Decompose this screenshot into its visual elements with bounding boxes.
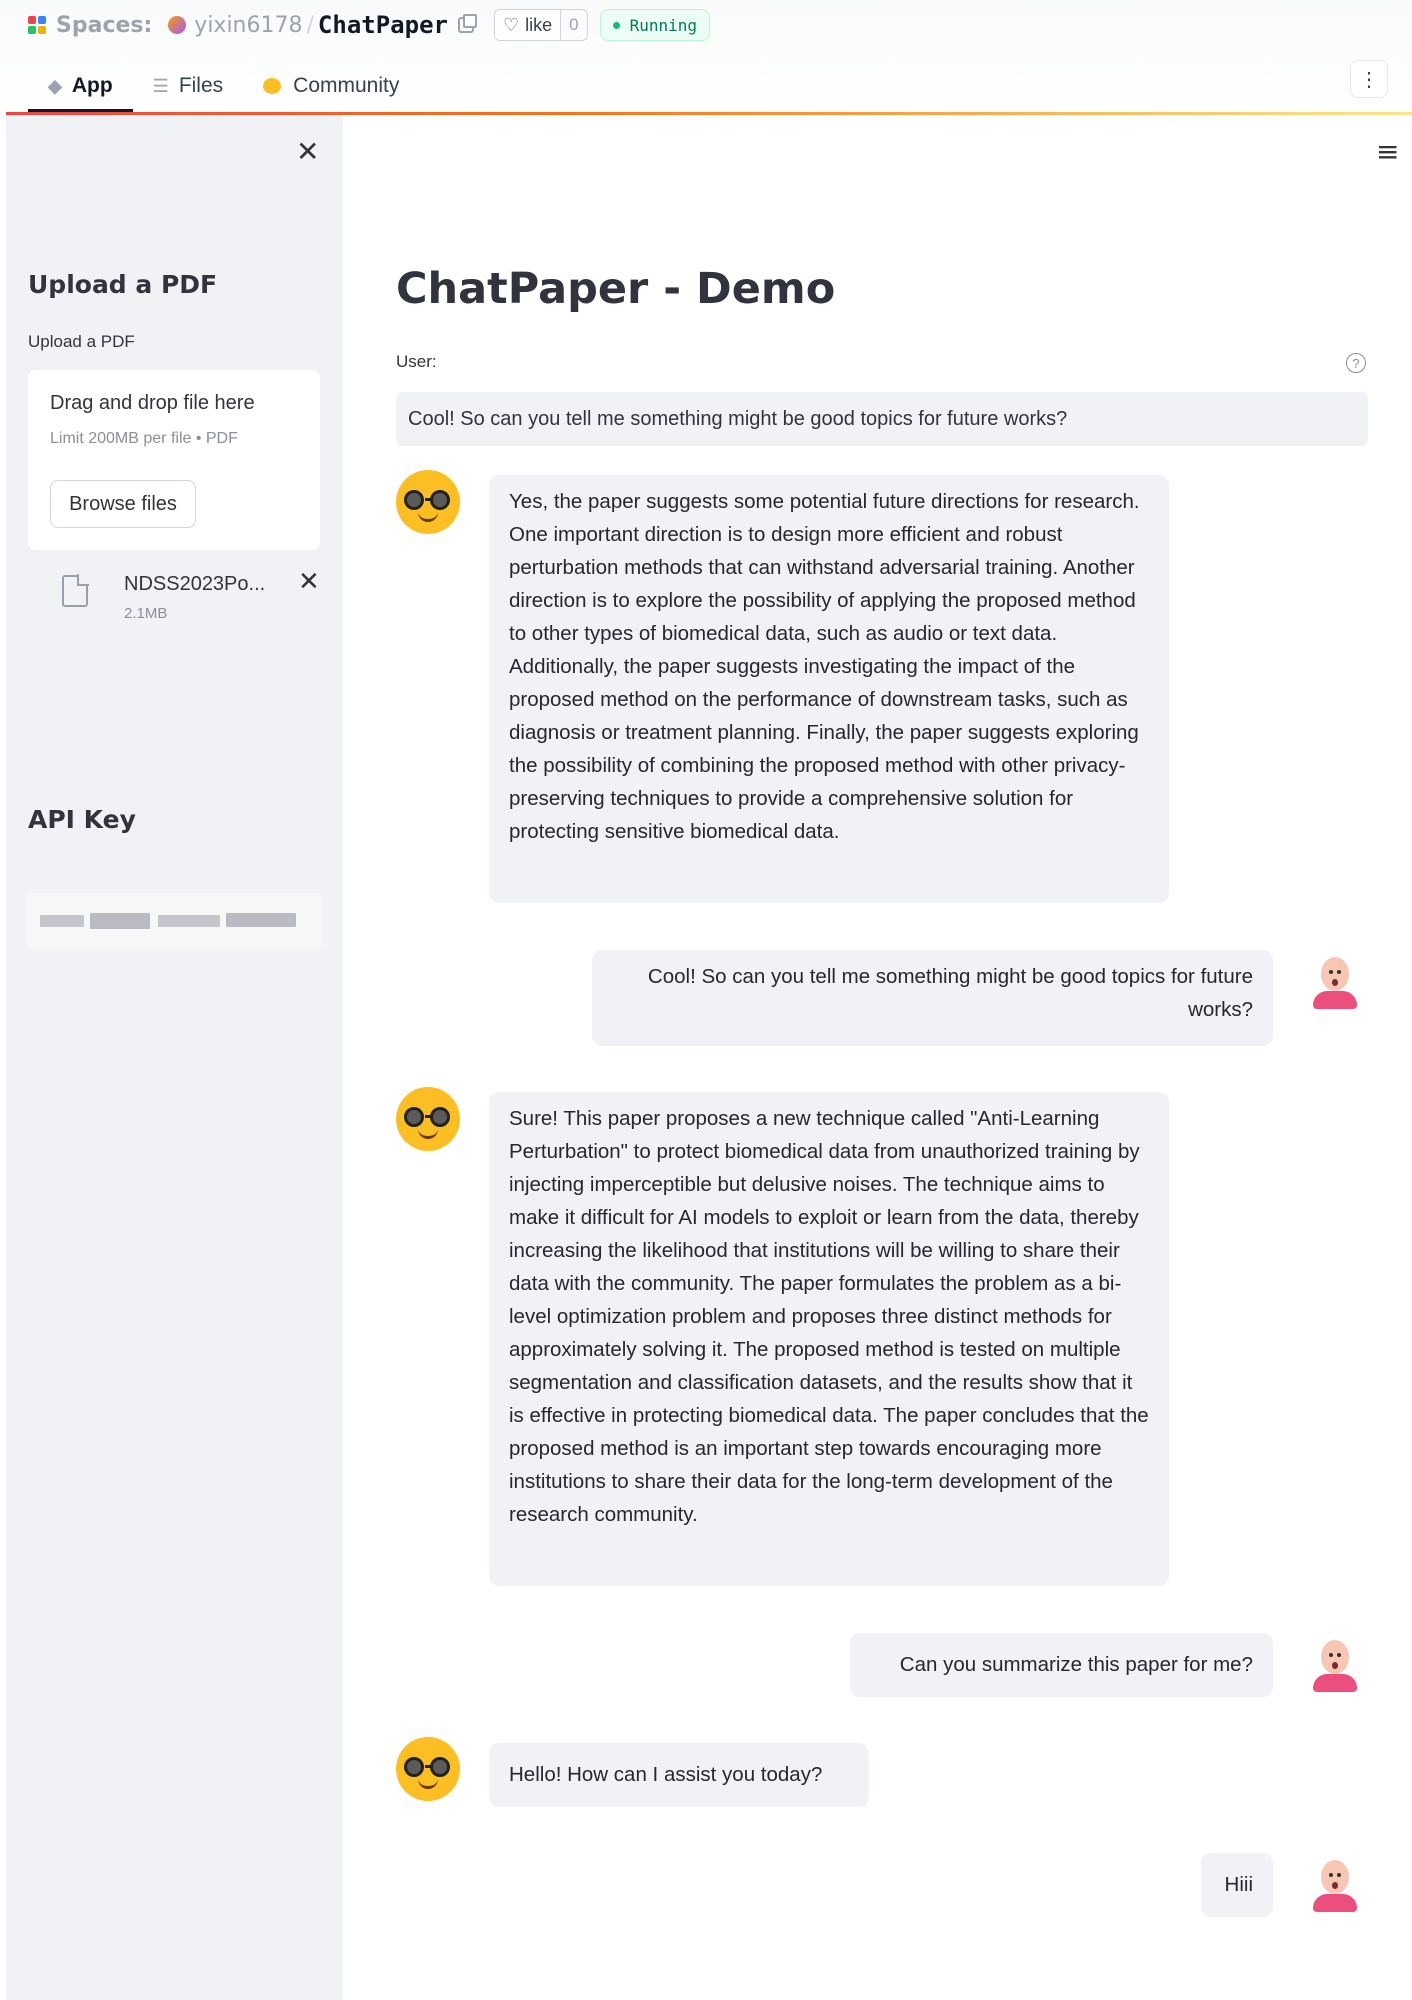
bot-message: Yes, the paper suggests some potential future directions for research. One important direction is to design more efficient and robust perturbation methods that can withstand adversarial training. Another direction is to explore the possibility of applying the proposed method to other types of biomedical data, such as audio or text data. Additionally, the paper suggests investigating the impact of the proposed method on the performance of downstream tasks, such as diagnosis or treatment planning. Finally, the paper suggests exploring the possibility of combining the proposed method with other privacy-preserving techniques to provide a comprehensive solution for protecting sensitive biomedical data. <box>489 475 1169 903</box>
user-message: Can you summarize this paper for me? <box>850 1633 1273 1697</box>
bot-message: Sure! This paper proposes a new technique called "Anti-Learning Perturbation" to protect biomedical data from unauthorized training by injecting imperceptible but delusive noises. The technique aims to make it difficult for AI models to exploit or learn from the data, thereby increasing the likelihood that institutions will be willing to share their data with the community. The paper formulates the problem as a bi-level optimization problem and proposes three distinct methods for approximately solving it. The proposed method is tested on multiple segmentation and classification datasets, and the results show that it is effective in protecting biomedical data. The paper concludes that the proposed method is an important step towards encouraging more institutions to share their data for the long-term development of the research community. <box>489 1092 1169 1586</box>
copy-icon[interactable] <box>458 17 474 33</box>
repo-name-link[interactable]: ChatPaper <box>317 11 448 39</box>
owner-avatar <box>168 16 186 34</box>
dropzone-limit: Limit 200MB per file • PDF <box>50 430 238 447</box>
user-avatar-icon <box>1311 1860 1359 1916</box>
sidebar <box>6 115 343 2000</box>
tab-files[interactable] <box>133 58 243 114</box>
owner-link[interactable]: yixin6178 <box>194 12 303 38</box>
like-button[interactable] <box>494 9 588 41</box>
api-key-heading: API Key <box>28 805 136 834</box>
heart-icon: ♡ <box>502 14 520 35</box>
status-badge <box>600 9 710 41</box>
tab-app[interactable] <box>28 58 133 114</box>
status-dot-icon <box>613 22 620 29</box>
user-message: Cool! So can you tell me something might be good topics for future works? <box>592 950 1273 1046</box>
remove-file-icon[interactable]: ✕ <box>298 567 320 597</box>
community-icon <box>263 78 281 94</box>
tab-community-label: Community <box>293 74 400 97</box>
file-name: NDSS2023Po... <box>124 573 266 595</box>
bot-avatar-icon <box>396 1087 460 1151</box>
uploader-label: Upload a PDF <box>28 332 135 351</box>
hf-header <box>0 0 1412 116</box>
uploaded-file <box>28 565 320 625</box>
tab-app-label: App <box>71 74 113 97</box>
space-tabs <box>28 58 419 114</box>
file-icon <box>62 575 88 607</box>
user-avatar-icon <box>1311 1640 1359 1696</box>
hamburger-menu-icon[interactable]: ≡ <box>1376 135 1400 168</box>
close-sidebar-icon[interactable]: ✕ <box>296 135 320 168</box>
tab-community[interactable] <box>243 58 419 114</box>
like-count[interactable]: 0 <box>560 10 586 40</box>
spaces-logo-icon <box>28 16 46 34</box>
help-icon[interactable]: ? <box>1346 353 1366 373</box>
cube-icon: ◆ <box>48 75 62 96</box>
tab-files-label: Files <box>178 74 224 97</box>
user-input-label: User: <box>396 352 437 371</box>
files-icon: ☰ <box>152 75 169 96</box>
file-dropzone[interactable] <box>28 370 320 550</box>
bot-avatar-icon <box>396 1737 460 1801</box>
status-text: Running <box>629 15 698 35</box>
spaces-label[interactable]: Spaces: <box>56 12 153 38</box>
user-message: Hiii <box>1201 1853 1273 1917</box>
upload-heading: Upload a PDF <box>28 270 218 299</box>
bot-avatar-icon <box>396 470 460 534</box>
page-title: ChatPaper - Demo <box>396 264 836 314</box>
browse-files-button[interactable]: Browse files <box>50 480 196 528</box>
space-title-row <box>28 8 710 42</box>
user-avatar-icon <box>1311 957 1359 1013</box>
user-input[interactable] <box>396 392 1368 446</box>
path-separator: / <box>306 12 314 38</box>
file-size: 2.1MB <box>124 605 168 622</box>
more-options-button[interactable]: ⋮ <box>1350 60 1388 98</box>
like-label: like <box>525 14 553 35</box>
api-key-input[interactable] <box>26 893 322 949</box>
dropzone-title: Drag and drop file here <box>50 392 255 414</box>
bot-message: Hello! How can I assist you today? <box>489 1743 869 1807</box>
